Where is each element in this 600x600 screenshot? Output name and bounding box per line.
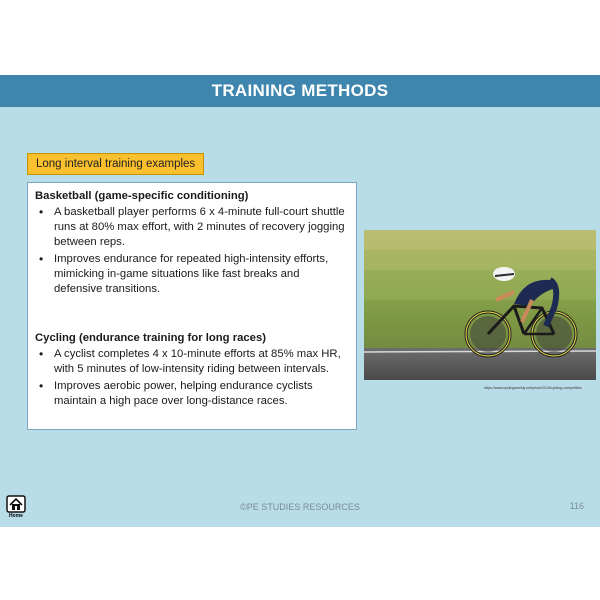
slide-title: TRAINING METHODS bbox=[0, 75, 600, 107]
home-label: Home bbox=[9, 513, 23, 519]
bullet-item: • Improves aerobic power, helping endurance cyclists maintain a high pace over long-distance races. bbox=[35, 379, 346, 409]
slide bbox=[0, 75, 600, 527]
section-tag: Long interval training examples bbox=[27, 153, 204, 175]
page-number: 116 bbox=[569, 501, 584, 511]
cyclist-image bbox=[364, 230, 596, 380]
basketball-bullets bbox=[35, 205, 346, 297]
content-box bbox=[27, 182, 357, 430]
photo-credit: https://www.cyclingweekly.net/photo/2019/cycling-competition bbox=[484, 386, 582, 390]
footer-copyright: ©PE STUDIES RESOURCES bbox=[240, 502, 360, 512]
cycling-bullets bbox=[35, 347, 346, 409]
basketball-heading: Basketball (game-specific conditioning) bbox=[35, 190, 249, 202]
bullet-item: • A basketball player performs 6 x 4-minute full-court shuttle runs at 80% max effort, with 2 minutes of recovery jogging between reps. bbox=[35, 205, 346, 250]
cyclist-photo bbox=[364, 230, 596, 380]
cycling-heading: Cycling (endurance training for long races) bbox=[35, 332, 266, 344]
bullet-item: • A cyclist completes 4 x 10-minute efforts at 85% max HR, with 5 minutes of low-intensity riding between intervals. bbox=[35, 347, 346, 377]
bullet-item: • Improves endurance for repeated high-intensity efforts, mimicking in-game situations like fast breaks and defensive transitions. bbox=[35, 252, 346, 297]
